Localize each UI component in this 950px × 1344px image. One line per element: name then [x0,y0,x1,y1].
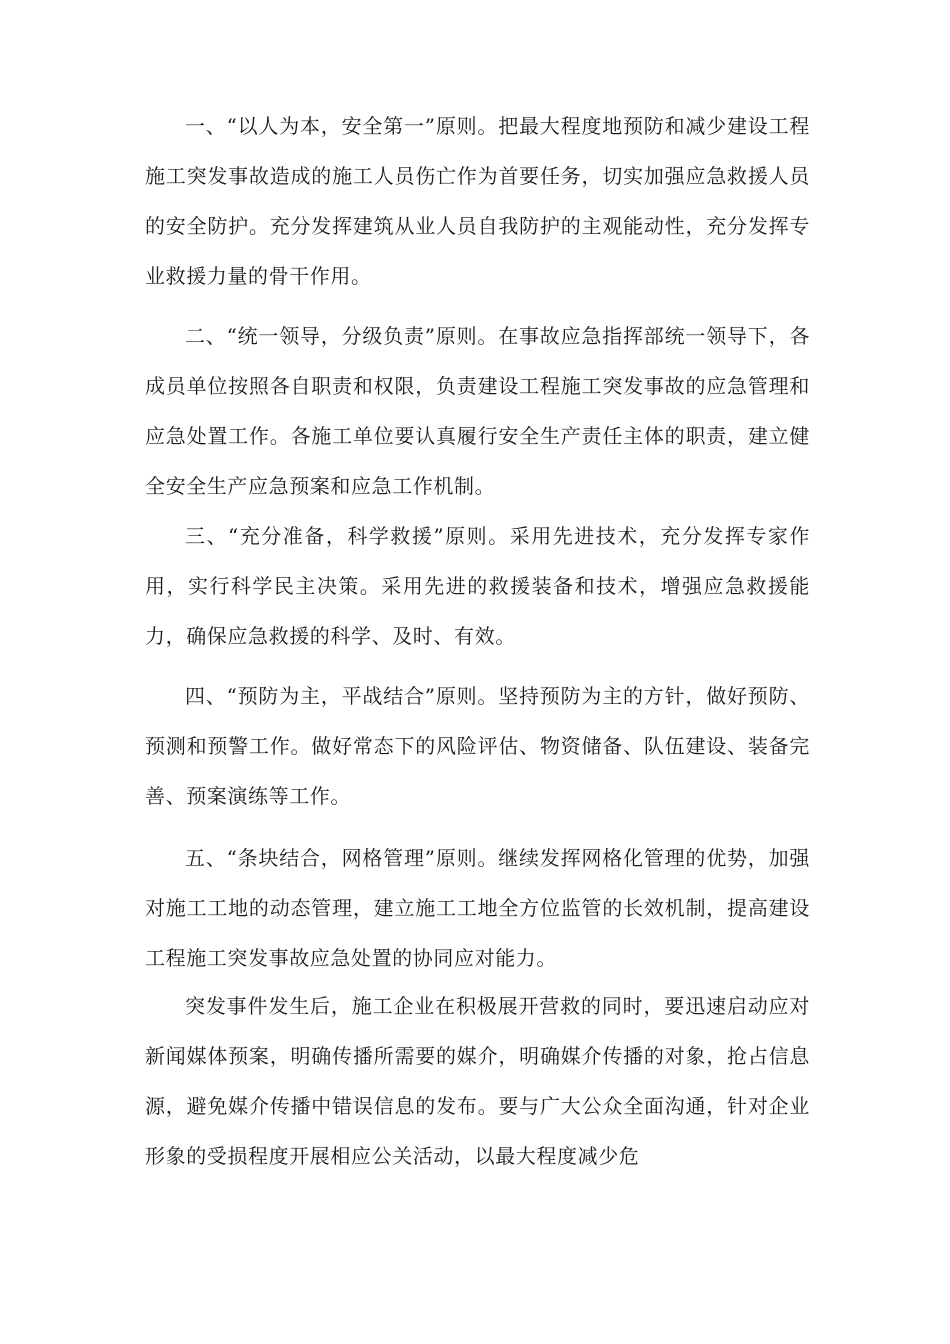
media-response-paragraph: 突发事件发生后，施工企业在积极展开营救的同时，要迅速启动应对新闻媒体预案，明确传播所需要的媒介，明确媒介传播的对象，抢占信息源，避免媒介传播中错误信息的发布。要与广大公众全面沟通，针对企业形象的受损程度开展相应公关活动，以最大程度减少危 [145,994,810,1168]
principle-2-paragraph: 二、“统一领导，分级负责”原则。在事故应急指挥部统一领导下，各成员单位按照各自职责和权限，负责建设工程施工突发事故的应急管理和应急处置工作。各施工单位要认真履行安全生产责任主体的职责，建立健全安全生产应急预案和应急工作机制。 [145,324,810,498]
principle-1-paragraph: 一、“以人为本，安全第一”原则。把最大程度地预防和减少建设工程施工突发事故造成的施工人员伤亡作为首要任务，切实加强应急救援人员的安全防护。充分发挥建筑从业人员自我防护的主观能动性，充分发挥专业救援力量的骨干作用。 [145,114,810,288]
principle-3-paragraph: 三、“充分准备，科学救援”原则。采用先进技术，充分发挥专家作用，实行科学民主决策。采用先进的救援装备和技术，增强应急救援能力，确保应急救援的科学、及时、有效。 [145,524,810,648]
principle-5-paragraph: 五、“条块结合，网格管理”原则。继续发挥网格化管理的优势，加强对施工工地的动态管理，建立施工工地全方位监管的长效机制，提高建设工程施工突发事故应急处置的协同应对能力。 [145,846,810,970]
principle-4-paragraph: 四、“预防为主，平战结合”原则。坚持预防为主的方针，做好预防、预测和预警工作。做好常态下的风险评估、物资储备、队伍建设、装备完善、预案演练等工作。 [145,684,810,808]
